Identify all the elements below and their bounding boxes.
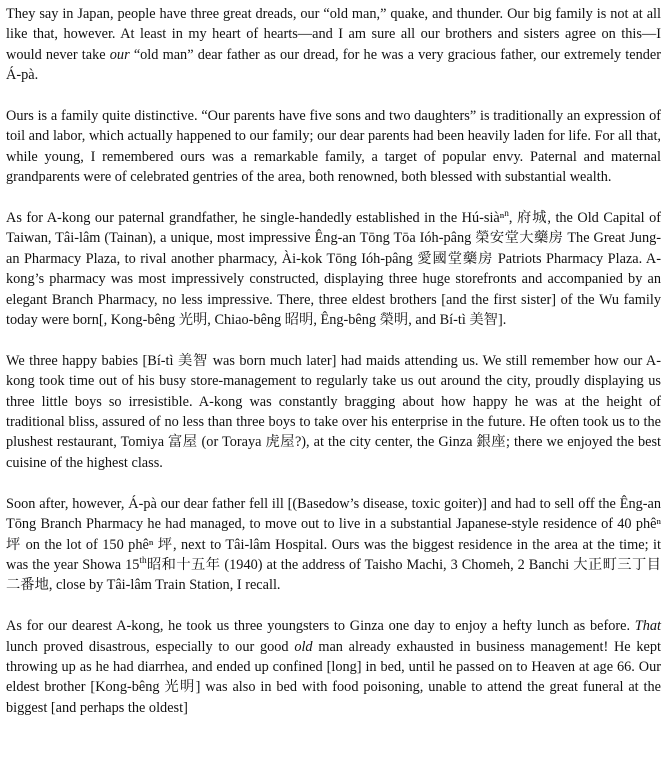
paragraph [6, 106, 661, 188]
text-run: Soon after, however, Á-pà our dear father fell ill [(Basedow’s disease, toxic goiter)] and had to sell off the Êng-an Tōng Branch Pharmacy he had managed, to move out to live in a substantial Japanese-style residence of 40 phêⁿ 坪 on the lot of 150 phêⁿ 坪, next to Tâi-lâm Hospital. Ours was the biggest residence in the area at the time; it was the year Showa 15 [6, 495, 661, 573]
paragraph [6, 616, 661, 718]
text-run: “old man” dear father as our dread, for he was a very gracious father, our extremely tender Á-pà. [6, 46, 661, 84]
emphasis-run: That [634, 618, 661, 635]
text-run: As for A-kong our paternal grandfather, he single-handedly established in the Hú-siàⁿ [6, 210, 505, 227]
text-run: As for our dearest A-kong, he took us three youngsters to Ginza one day to enjoy a hefty lunch as before. [6, 618, 635, 635]
text-run: Ours is a family quite distinctive. “Our parents have five sons and two daughters” is traditionally an expression of toil and labor, which actually happened to our family; our dear parents had been heavily laden for life. For all that, while young, I remembered ours was a remarkable family, a target of popular envy. Paternal and maternal grandparents were of celebrated gentries of the area, both renowned, both blessed with substantial wealth. [6, 108, 661, 186]
emphasis-run: our [109, 46, 130, 63]
paragraph [6, 4, 661, 86]
text-run: We three happy babies [Bí-tì 美智 was born much later] had maids attending us. We still remember how our A-kong took time out of his busy store-management to regularly take us out around the city, proudly displaying us three little boys so irresistible. A-kong was constantly bragging about how happy he was at the height of traditional bliss, assured of no less than three boys to take over his enterprise in the future. He often took us to the plushest restaurant, Tomiya 富屋 (or Toraya 虎屋?), at the city center, the Ginza 銀座; there we enjoyed the best cuisine of the highest class. [6, 352, 661, 471]
text-run: , 府城, the Old Capital of Taiwan, Tâi-lâm (Tainan), a unique, most impressive Êng-an Tōng Tōa Ióh-pâng 榮安堂大藥房 The Great Jung-an Pharmacy Plaza, to rival another pharmacy, Ài-kok Tōng Ióh-pâng 愛國堂藥房 Patriots Pharmacy Plaza. A-kong’s pharmacy was most impressively constructed, displaying three huge storefronts and accompanied by an elegant Branch Pharmacy, no less impressive. There, three eldest brothers [and the first sister] of the Wu family today were born[, Kong-bêng 光明, Chiao-bêng 昭明, Êng-bêng 榮明, and Bí-tì 美智]. [6, 210, 661, 329]
text-run: lunch proved disastrous, especially to our good [6, 638, 295, 655]
emphasis-run: old [294, 638, 313, 655]
text-run: 昭和十五年 (1940) at the address of Taisho Machi, 3 Chomeh, 2 Banchi 大正町三丁目二番地, close by Tâi-lâm Train Station, I recall. [6, 556, 661, 594]
text-run: They say in Japan, people have three great dreads, our “old man,” quake, and thunder. Our big family is not at all like that, however. At least in my heart of hearts—and I am sure all our brothers and sisters agree on this—I would never take [6, 6, 661, 63]
superscript-run: n [504, 209, 509, 220]
superscript-run: th [139, 556, 147, 567]
paragraph [6, 208, 661, 330]
text-run: man already exhausted in business management! He kept throwing up as he had diarrhea, and ended up confined [long] in bed, until he passed on to Heaven at age 66. Our eldest brother [Kong-bêng 光明] was also in bed with food poisoning, unable to attend the great funeral at the biggest [and perhaps the oldest] [6, 638, 661, 716]
paragraph [6, 494, 661, 596]
paragraph [6, 351, 661, 473]
